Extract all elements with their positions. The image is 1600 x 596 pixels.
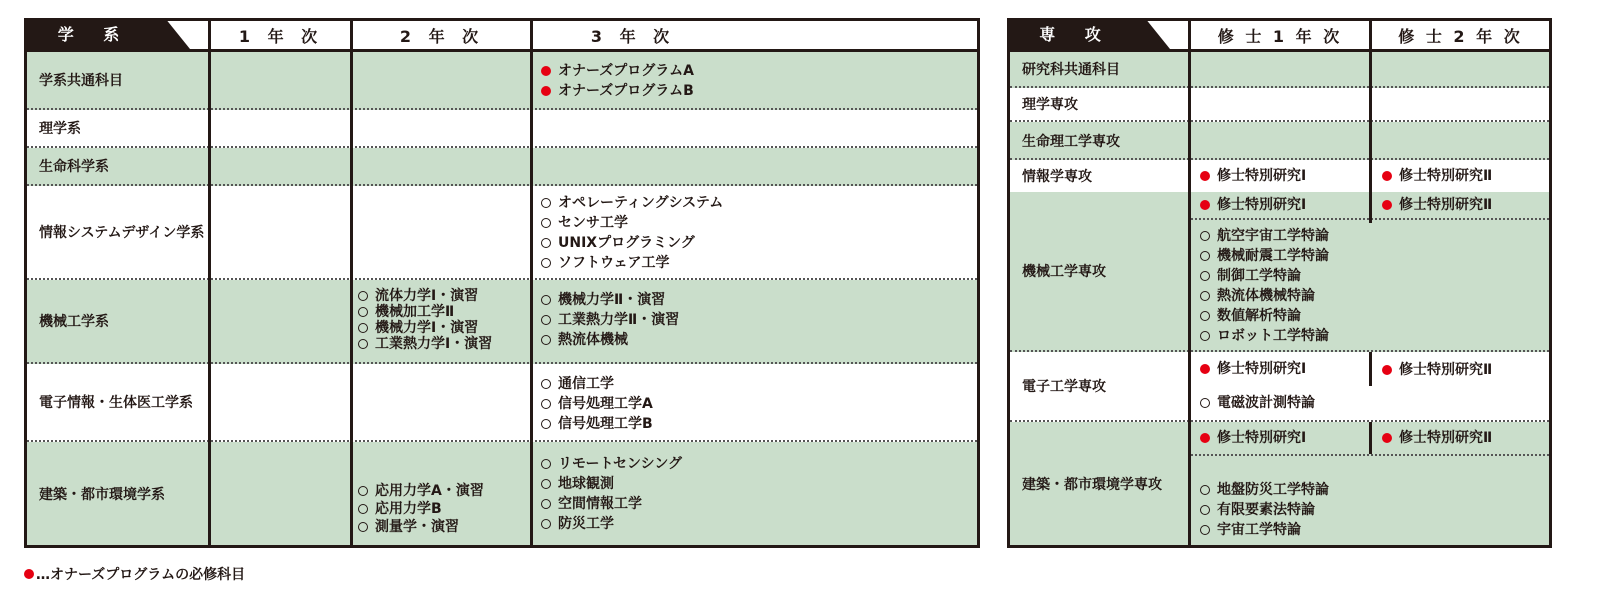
master1-cell — [1200, 195, 1306, 215]
course-item — [1200, 266, 1329, 286]
master2-cell — [1382, 360, 1492, 380]
row-label: 研究科共通科目 — [1022, 62, 1120, 78]
course-name: 機械加工学Ⅱ — [375, 304, 455, 320]
course-name: 航空宇宙工学特論 — [1217, 228, 1329, 244]
course-item — [541, 233, 723, 253]
elective-circle-icon — [1200, 311, 1210, 321]
year2-header: 2 年 次 — [399, 26, 485, 46]
column-divider — [530, 21, 533, 545]
course-name: 数値解析特論 — [1217, 308, 1301, 324]
master1-cell — [1200, 428, 1306, 448]
elective-circle-icon — [358, 504, 368, 514]
elective-circle-icon — [541, 295, 551, 305]
undergrad-row — [27, 186, 977, 280]
course-item — [1200, 480, 1329, 500]
course-name: 地盤防災工学特論 — [1217, 482, 1329, 498]
course-name: 信号処理工学B — [558, 416, 653, 432]
course-name: オペレーティングシステム — [558, 195, 724, 211]
course-name: 防災工学 — [558, 516, 614, 532]
course-item — [541, 394, 653, 414]
major-header-tab — [1007, 18, 1170, 49]
course-item — [358, 336, 492, 352]
column-divider — [1369, 352, 1372, 386]
course-item — [541, 310, 679, 330]
course-name: 機械耐震工学特論 — [1217, 248, 1329, 264]
course-name: リモートセンシング — [558, 456, 683, 472]
elective-circle-icon — [541, 419, 551, 429]
row-label: 機械工学系 — [39, 314, 109, 330]
master2-cell — [1382, 195, 1492, 215]
course-name: 修士特別研究Ⅰ — [1217, 361, 1307, 377]
course-item — [1382, 428, 1492, 448]
elective-circle-icon — [358, 291, 368, 301]
major-header-label: 専 攻 — [1039, 25, 1113, 44]
required-dot-icon — [24, 569, 34, 579]
spanning-cell — [1200, 393, 1315, 413]
course-item — [358, 304, 492, 320]
grad-row — [1010, 52, 1549, 88]
course-item — [541, 193, 723, 213]
undergrad-row — [27, 442, 977, 545]
course-name: 修士特別研究Ⅰ — [1217, 168, 1307, 184]
course-name: 通信工学 — [558, 376, 614, 392]
course-item — [1200, 520, 1329, 540]
course-name: 測量学・演習 — [375, 519, 459, 535]
elective-circle-icon — [1200, 271, 1210, 281]
course-name: ソフトウェア工学 — [558, 255, 670, 271]
elective-circle-icon — [1200, 291, 1210, 301]
grad-row — [1010, 160, 1549, 192]
course-item — [541, 454, 682, 474]
year1-header: 1 年 次 — [238, 26, 324, 46]
elective-circle-icon — [1200, 398, 1210, 408]
column-divider — [1188, 21, 1191, 545]
course-item — [541, 494, 682, 514]
course-item — [358, 500, 484, 518]
undergrad-row — [27, 364, 977, 442]
year2-cell — [358, 482, 484, 536]
course-name: 修士特別研究Ⅱ — [1399, 430, 1493, 446]
elective-circle-icon — [541, 459, 551, 469]
dept-header-tab — [24, 18, 190, 49]
course-item — [541, 61, 694, 81]
course-item — [1200, 393, 1315, 413]
elective-circle-icon — [358, 323, 368, 333]
elective-circle-icon — [541, 238, 551, 248]
elective-circle-icon — [1200, 251, 1210, 261]
legend-text: …オナーズプログラムの必修科目 — [36, 567, 246, 583]
required-dot-icon — [1200, 200, 1210, 210]
course-name: センサ工学 — [558, 215, 628, 231]
course-item — [1200, 326, 1329, 346]
course-item — [1382, 360, 1492, 380]
grad-curriculum-table — [1007, 18, 1552, 548]
course-item — [358, 288, 492, 304]
grad-header-row — [1010, 21, 1549, 52]
master1-cell — [1200, 359, 1306, 379]
course-name: 電磁波計測特論 — [1217, 395, 1315, 411]
year3-cell — [541, 374, 653, 434]
course-item — [1200, 246, 1329, 266]
course-item — [541, 213, 723, 233]
elective-circle-icon — [1200, 231, 1210, 241]
row-label: 理学系 — [39, 121, 81, 137]
course-item — [1200, 359, 1306, 379]
course-item — [1382, 195, 1492, 215]
course-name: オナーズプログラムB — [558, 83, 694, 99]
course-name: 応用力学A・演習 — [375, 483, 484, 499]
year3-cell — [541, 454, 682, 534]
grad-row — [1010, 88, 1549, 122]
undergrad-row — [27, 280, 977, 364]
course-item — [358, 320, 492, 336]
undergrad-header-row — [27, 21, 977, 52]
course-name: 工業熱力学Ⅱ・演習 — [558, 312, 680, 328]
course-item — [358, 482, 484, 500]
master2-cell — [1382, 166, 1492, 186]
required-dot-icon — [1200, 433, 1210, 443]
course-item — [541, 514, 682, 534]
course-item — [1200, 195, 1306, 215]
course-name: UNIXプログラミング — [558, 235, 695, 251]
course-name: 修士特別研究Ⅰ — [1217, 430, 1307, 446]
course-item — [1200, 166, 1306, 186]
required-dot-icon — [1382, 171, 1392, 181]
course-name: 応用力学B — [375, 501, 442, 517]
elective-circle-icon — [541, 198, 551, 208]
required-dot-icon — [1200, 171, 1210, 181]
row-label: 情報システムデザイン学系 — [39, 225, 205, 241]
course-name: 機械力学Ⅱ・演習 — [558, 292, 666, 308]
course-name: 修士特別研究Ⅰ — [1217, 197, 1307, 213]
master2-cell — [1382, 428, 1492, 448]
required-dot-icon — [1200, 364, 1210, 374]
row-label: 理学専攻 — [1022, 97, 1078, 113]
elective-circle-icon — [541, 258, 551, 268]
undergrad-row — [27, 52, 977, 110]
course-name: 制御工学特論 — [1217, 268, 1301, 284]
course-item — [541, 81, 694, 101]
course-name: 宇宙工学特論 — [1217, 522, 1301, 538]
row-label: 建築・都市環境学系 — [39, 486, 165, 503]
row-label: 学系共通科目 — [39, 73, 123, 89]
master1-cell — [1200, 166, 1306, 186]
row-label: 情報学専攻 — [1022, 169, 1092, 185]
course-item — [1200, 500, 1329, 520]
course-item — [1200, 226, 1329, 246]
course-item — [1200, 306, 1329, 326]
grad-row — [1010, 122, 1549, 160]
course-name: 熱流体機械特論 — [1217, 288, 1315, 304]
elective-circle-icon — [358, 486, 368, 496]
course-name: 修士特別研究Ⅱ — [1399, 168, 1493, 184]
course-name: 熱流体機械 — [558, 332, 628, 348]
course-item — [541, 374, 653, 394]
undergrad-curriculum-table — [24, 18, 980, 548]
column-divider — [1369, 422, 1372, 454]
elective-circle-icon — [541, 379, 551, 389]
elective-circle-icon — [541, 218, 551, 228]
undergrad-row — [27, 110, 977, 148]
column-divider — [208, 21, 211, 545]
spanning-cell — [1200, 480, 1329, 540]
elective-circle-icon — [541, 499, 551, 509]
year3-cell — [541, 193, 723, 273]
elective-circle-icon — [541, 479, 551, 489]
year3-cell — [541, 290, 679, 350]
row-label: 電子情報・生体医工学系 — [39, 395, 193, 411]
required-dot-icon — [1382, 433, 1392, 443]
elective-circle-icon — [358, 522, 368, 532]
course-name: 空間情報工学 — [558, 496, 642, 512]
course-name: 地球観測 — [558, 476, 614, 492]
course-item — [1200, 428, 1306, 448]
column-divider — [1369, 21, 1372, 223]
elective-circle-icon — [541, 399, 551, 409]
elective-circle-icon — [358, 307, 368, 317]
elective-circle-icon — [541, 315, 551, 325]
required-dot-icon — [541, 86, 551, 96]
course-item — [541, 414, 653, 434]
course-item — [541, 474, 682, 494]
year3-header: 3 年 次 — [590, 26, 676, 46]
course-name: 有限要素法特論 — [1217, 502, 1315, 518]
required-dot-icon — [541, 66, 551, 76]
grad-row — [1010, 422, 1549, 545]
required-dot-icon — [1382, 200, 1392, 210]
elective-circle-icon — [1200, 505, 1210, 515]
grad-row — [1010, 192, 1549, 352]
elective-circle-icon — [1200, 525, 1210, 535]
course-item — [1382, 166, 1492, 186]
row-divider — [1010, 158, 1549, 160]
course-item — [1200, 286, 1329, 306]
course-item — [541, 330, 679, 350]
elective-circle-icon — [358, 339, 368, 349]
elective-circle-icon — [541, 335, 551, 345]
legend — [24, 564, 245, 584]
course-name: 信号処理工学A — [558, 396, 653, 412]
subrow-divider — [1191, 454, 1549, 456]
course-name: オナーズプログラムA — [558, 63, 694, 79]
course-name: 修士特別研究Ⅱ — [1399, 197, 1493, 213]
grad-row — [1010, 352, 1549, 422]
course-item — [541, 253, 723, 273]
master1-header: 修 士 1 年 次 — [1217, 26, 1343, 46]
row-label: 電子工学専攻 — [1022, 379, 1106, 395]
course-name: 工業熱力学Ⅰ・演習 — [375, 336, 493, 352]
row-label: 生命理工学専攻 — [1022, 134, 1120, 150]
elective-circle-icon — [541, 519, 551, 529]
elective-circle-icon — [1200, 485, 1210, 495]
master2-header: 修 士 2 年 次 — [1398, 26, 1523, 46]
elective-circle-icon — [1200, 331, 1210, 341]
spanning-cell — [1200, 226, 1329, 346]
row-label: 機械工学専攻 — [1022, 264, 1106, 280]
course-item — [541, 290, 679, 310]
column-divider — [350, 21, 353, 545]
course-name: 機械力学Ⅰ・演習 — [375, 320, 479, 336]
course-name: 修士特別研究Ⅱ — [1399, 362, 1493, 378]
course-name: ロボット工学特論 — [1217, 328, 1329, 344]
required-dot-icon — [1382, 365, 1392, 375]
course-item — [358, 518, 484, 536]
dept-header-label: 学 系 — [57, 25, 132, 44]
year3-cell — [541, 61, 694, 101]
row-label: 生命科学系 — [39, 159, 109, 175]
year2-cell — [358, 288, 492, 352]
course-name: 流体力学Ⅰ・演習 — [375, 288, 479, 304]
undergrad-row — [27, 148, 977, 186]
row-label: 建築・都市環境学専攻 — [1022, 476, 1162, 493]
